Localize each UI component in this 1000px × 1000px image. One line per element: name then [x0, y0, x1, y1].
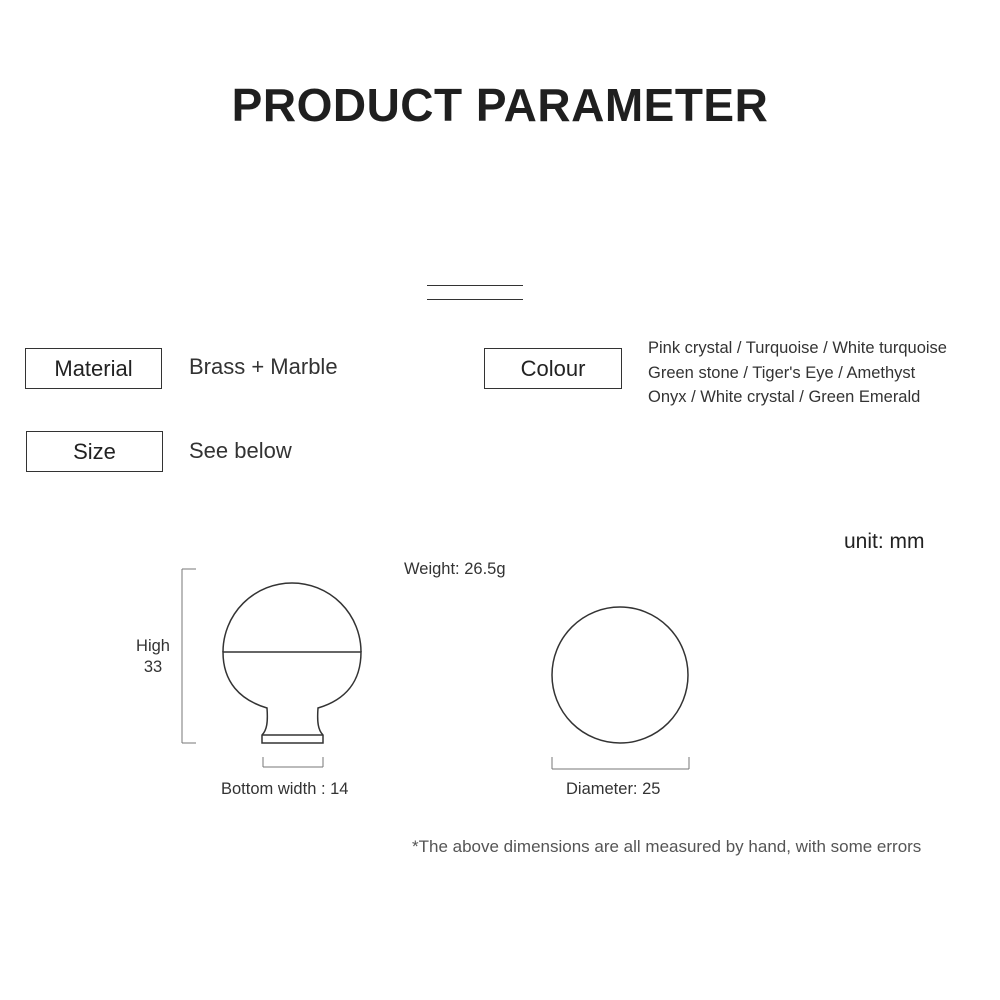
knob-top-view-icon	[552, 607, 688, 743]
bottom-width-label: Bottom width : 14	[221, 780, 349, 798]
colour-option-line: Green stone / Tiger's Eye / Amethyst	[648, 363, 916, 382]
material-value: Brass + Marble	[189, 354, 338, 379]
page-title: PRODUCT PARAMETER	[231, 79, 769, 131]
size-value: See below	[189, 438, 292, 463]
colour-option-line: Pink crystal / Turquoise / White turquoise	[648, 339, 947, 357]
weight-label: Weight: 26.5g	[404, 560, 506, 578]
height-label-text: High	[136, 637, 170, 655]
colour-option-line: Onyx / White crystal / Green Emerald	[648, 388, 921, 406]
colour-label: Colour	[484, 348, 622, 389]
unit-label: unit: mm	[844, 530, 925, 553]
height-label	[132, 636, 174, 678]
bottom-width-dimension-line	[263, 757, 323, 767]
material-label: Material	[25, 348, 162, 389]
height-dimension-line	[182, 569, 196, 743]
size-label: Size	[26, 431, 163, 472]
diameter-label: Diameter: 25	[566, 780, 661, 798]
height-value: 33	[143, 658, 163, 676]
measurement-note: *The above dimensions are all measured by hand, with some errors	[412, 837, 922, 856]
knob-side-view-icon	[223, 583, 361, 743]
diameter-dimension-line	[552, 757, 689, 769]
